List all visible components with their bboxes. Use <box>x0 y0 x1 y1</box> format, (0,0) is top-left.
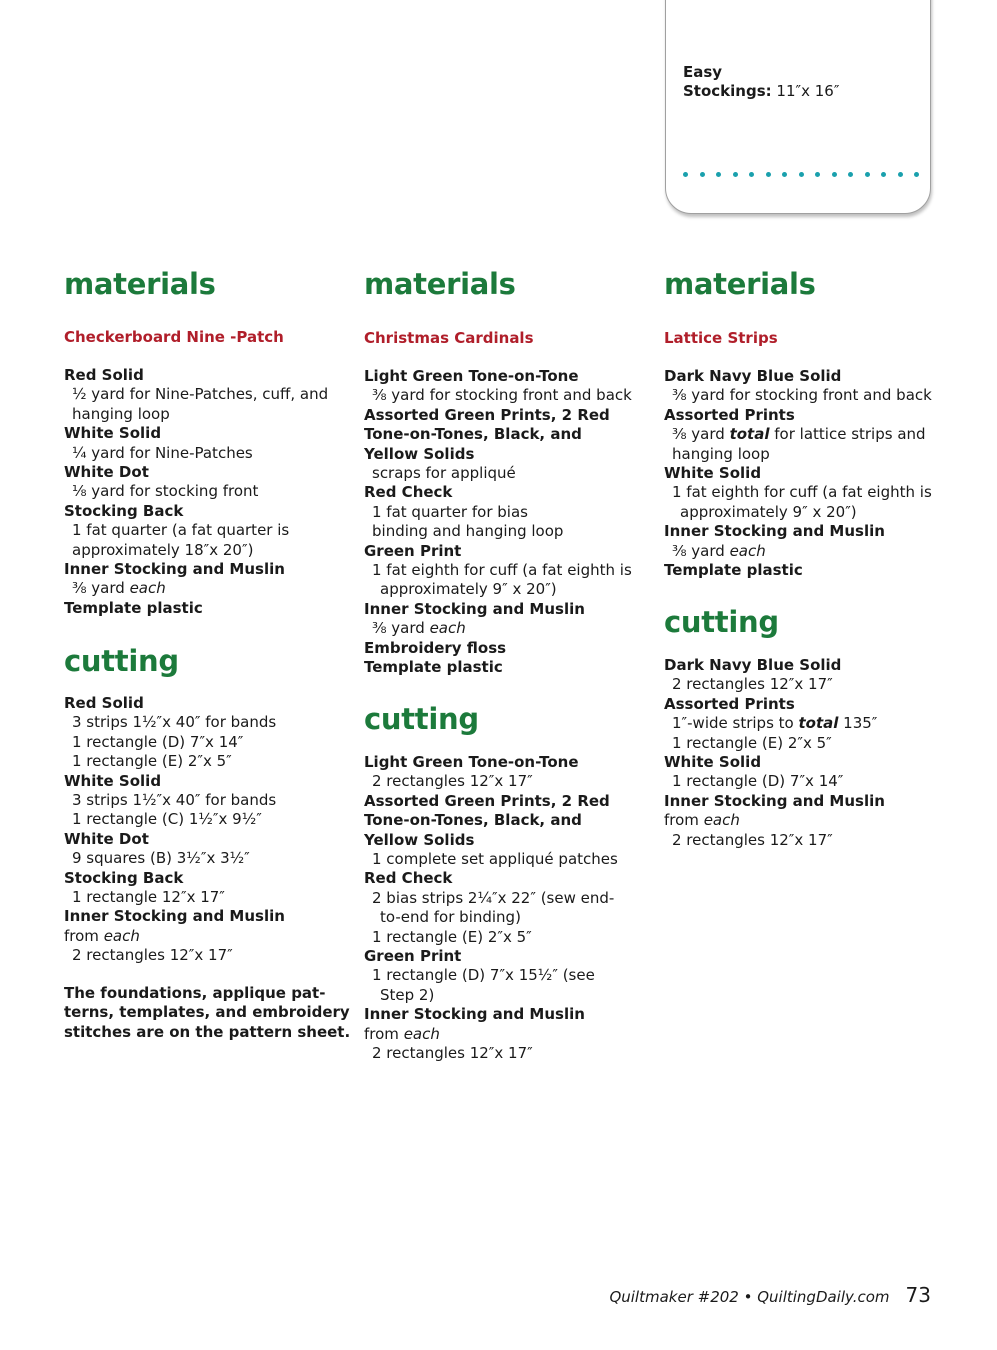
instruction-line: ⅜ yard total for lattice strips and <box>672 425 926 444</box>
instruction-line: from each <box>664 811 740 830</box>
materials-list <box>364 367 634 678</box>
info-tab-box <box>665 0 931 214</box>
fabric-name: Green Print <box>364 947 462 966</box>
divider-dot <box>865 172 870 177</box>
divider-dot <box>881 172 886 177</box>
instruction-line: 2 bias strips 2¼″x 22″ (sew end- <box>372 888 615 907</box>
instruction-line: 2 rectangles 12″x 17″ <box>372 772 533 791</box>
fabric-name: Assorted Prints <box>664 405 795 424</box>
fabric-name: Yellow Solids <box>364 830 475 849</box>
instruction-line: 2 rectangles 12″x 17″ <box>672 675 833 694</box>
instruction-line: to-end for binding) <box>380 908 521 927</box>
note-line: terns, templates, and embroidery <box>64 1003 350 1022</box>
divider-dot <box>815 172 820 177</box>
instruction-line: ⅜ yard each <box>372 619 466 638</box>
fabric-name: White Dot <box>64 463 149 482</box>
fabric-name: Template plastic <box>364 658 503 677</box>
fabric-name: Green Print <box>364 541 462 560</box>
instruction-line: 1 fat eighth for cuff (a fat eighth is <box>372 561 632 580</box>
materials-heading: materials <box>364 267 516 301</box>
instruction-line: 2 rectangles 12″x 17″ <box>372 1044 533 1063</box>
page-number: 73 <box>905 1283 931 1307</box>
cutting-list <box>64 694 334 966</box>
instruction-line: 1 rectangle (D) 7″x 14″ <box>672 772 844 791</box>
fabric-name: Inner Stocking and Muslin <box>64 560 285 579</box>
divider-dot <box>848 172 853 177</box>
fabric-name: Red Solid <box>64 366 144 384</box>
fabric-name: Assorted Green Prints, 2 Red <box>364 791 610 810</box>
instruction-line: 1 rectangle (C) 1½″x 9½″ <box>72 810 262 829</box>
instruction-line: 1 rectangle 12″x 17″ <box>72 888 225 907</box>
instruction-line: ⅜ yard each <box>672 541 766 560</box>
note-line: stitches are on the pattern sheet. <box>64 1022 351 1041</box>
fabric-name: Assorted Green Prints, 2 Red <box>364 405 610 424</box>
fabric-name: White Solid <box>664 753 762 772</box>
instruction-line: 2 rectangles 12″x 17″ <box>72 946 233 965</box>
page-footer <box>609 1283 931 1307</box>
fabric-name: Assorted Prints <box>664 694 795 713</box>
fabric-name: Dark Navy Blue Solid <box>664 656 842 674</box>
materials-heading: materials <box>664 267 816 301</box>
divider-dot <box>733 172 738 177</box>
instruction-line: 1 complete set appliqué patches <box>372 850 618 869</box>
instruction-line: 1 rectangle (E) 2″x 5″ <box>372 927 532 946</box>
instruction-line: 1 rectangle (E) 2″x 5″ <box>672 733 832 752</box>
instruction-line: from each <box>64 926 140 945</box>
instruction-line: 1 fat quarter (a fat quarter is <box>72 521 290 540</box>
fabric-name: Yellow Solids <box>364 444 475 463</box>
instruction-line: Step 2) <box>380 985 435 1004</box>
instruction-line: 2 rectangles 12″x 17″ <box>672 830 833 849</box>
fabric-name: White Solid <box>64 771 162 790</box>
divider-dot <box>683 172 688 177</box>
fabric-name: Inner Stocking and Muslin <box>364 599 585 618</box>
instruction-line: 1″-wide strips to total 135″ <box>672 714 878 733</box>
fabric-name: Tone-on-Tones, Black, and <box>364 811 582 830</box>
divider-dot <box>782 172 787 177</box>
instruction-line: 3 strips 1½″x 40″ for bands <box>72 713 277 732</box>
materials-heading: materials <box>64 267 216 301</box>
fabric-name: White Solid <box>64 424 162 443</box>
instruction-line: 9 squares (B) 3½″x 3½″ <box>72 849 250 868</box>
instruction-line: from each <box>364 1024 440 1043</box>
difficulty-label: Easy <box>683 63 723 81</box>
instruction-line: hanging loop <box>72 404 170 423</box>
divider-dot <box>716 172 721 177</box>
fabric-name: Stocking Back <box>64 868 184 887</box>
fabric-name: Light Green Tone-on-Tone <box>364 753 579 771</box>
instruction-line: ⅜ yard for stocking front and back <box>672 386 932 405</box>
fabric-name: Red Check <box>364 869 453 888</box>
materials-list <box>64 366 334 618</box>
fabric-name: Dark Navy Blue Solid <box>664 367 842 385</box>
fabric-name: Light Green Tone-on-Tone <box>364 367 579 385</box>
cutting-list <box>364 753 634 1064</box>
instruction-line: approximately 9″ x 20″) <box>380 580 557 599</box>
project-title: Christmas Cardinals <box>364 329 534 347</box>
fabric-name: Red Solid <box>64 694 144 712</box>
instruction-line: ⅜ yard for stocking front and back <box>372 386 632 405</box>
instruction-line: ¼ yard for Nine-Patches <box>72 443 253 462</box>
fabric-name: Template plastic <box>64 598 203 617</box>
fabric-name: Template plastic <box>664 561 803 580</box>
cutting-heading: cutting <box>64 644 179 678</box>
pattern-sheet-note <box>64 984 351 1042</box>
divider-dot <box>799 172 804 177</box>
instruction-line: scraps for appliqué <box>372 464 516 483</box>
instruction-line: 1 fat eighth for cuff (a fat eighth is <box>672 483 932 502</box>
fabric-name: White Dot <box>64 829 149 848</box>
instruction-line: ⅜ yard each <box>72 579 166 598</box>
fabric-name: Inner Stocking and Muslin <box>64 907 285 926</box>
publication-credit: Quiltmaker #202 • QuiltingDaily.com <box>609 1288 890 1306</box>
project-title: Checkerboard Nine -Patch <box>64 328 284 346</box>
fabric-name: Tone-on-Tones, Black, and <box>364 425 582 444</box>
fabric-name: Red Check <box>364 483 453 502</box>
materials-list <box>664 367 934 580</box>
instruction-line: hanging loop <box>672 444 770 463</box>
fabric-name: Inner Stocking and Muslin <box>664 791 885 810</box>
instruction-line: 3 strips 1½″x 40″ for bands <box>72 791 277 810</box>
dot-divider <box>683 170 919 178</box>
instruction-line: 1 rectangle (E) 2″x 5″ <box>72 752 232 771</box>
instruction-line: approximately 9″ x 20″) <box>680 502 857 521</box>
stocking-size: Stockings: 11″x 16″ <box>683 82 840 100</box>
divider-dot <box>749 172 754 177</box>
fabric-name: Inner Stocking and Muslin <box>364 1005 585 1024</box>
instruction-line: ½ yard for Nine-Patches, cuff, and <box>72 385 329 404</box>
fabric-name: White Solid <box>664 464 762 483</box>
divider-dot <box>832 172 837 177</box>
instruction-line: binding and hanging loop <box>372 522 564 541</box>
note-line: The foundations, applique pat- <box>64 984 326 1002</box>
cutting-heading: cutting <box>664 605 779 639</box>
fabric-name: Embroidery floss <box>364 638 507 657</box>
fabric-name: Inner Stocking and Muslin <box>664 522 885 541</box>
divider-dot <box>914 172 919 177</box>
instruction-line: 1 rectangle (D) 7″x 14″ <box>72 732 244 751</box>
instruction-line: 1 rectangle (D) 7″x 15½″ (see <box>372 966 595 985</box>
instruction-line: 1 fat quarter for bias <box>372 502 528 521</box>
instruction-line: ⅛ yard for stocking front <box>72 482 259 501</box>
project-title: Lattice Strips <box>664 329 778 347</box>
cutting-heading: cutting <box>364 702 479 736</box>
divider-dot <box>898 172 903 177</box>
instruction-line: approximately 18″x 20″) <box>72 540 254 559</box>
cutting-list <box>664 656 934 850</box>
divider-dot <box>700 172 705 177</box>
fabric-name: Stocking Back <box>64 501 184 520</box>
divider-dot <box>766 172 771 177</box>
